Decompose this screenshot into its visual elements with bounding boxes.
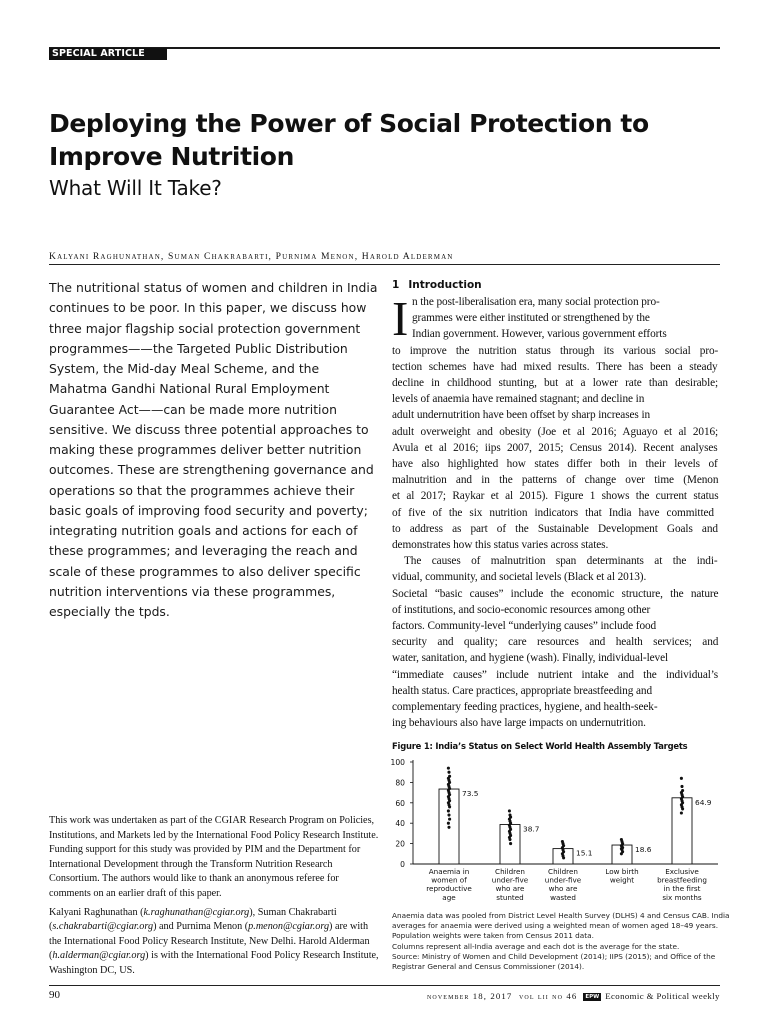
affiliation-note: Kalyani Raghunathan (k.raghunathan@cgiar.org), Suman Chakrabarti (s.chakrabarti@cgiar.org) and Purnima Menon (p.menon@cgiar.org) are with the International Food Policy Research Institute, New Delhi. Harold Alderman (h.alderman@cgiar.org) is with the International Food Policy Research Institute, Washington DC, US. (49, 906, 379, 976)
bar-value-label: 73.5 (462, 789, 479, 799)
section-label: SPECIAL ARTICLE (49, 48, 167, 60)
body-line: decline in childhood stunting, but at a lower rate than desirable; (392, 377, 719, 389)
body-line: levels of anaemia have remained stagnant; and decline in (392, 393, 645, 406)
body-line: of institutions, and socio-economic resources among other (392, 603, 651, 616)
state-point (447, 813, 450, 816)
issue-volume: vol lii no 46 (518, 991, 578, 1001)
author-email: s.chakrabarti@cgiar.org (52, 921, 154, 933)
body-line: adult overweight and obesity (Joe et al 2016; Aguayo et al 2016; (392, 425, 719, 438)
body-line: et al 2017; Raykar et al 2015). Figure 1 shows the current status (392, 490, 719, 503)
body-line: to improve the nutrition status through its various social pro- (392, 344, 719, 357)
author-email: h.alderman@cgiar.org (52, 950, 146, 962)
body-line: health status. Care practices, appropriate breastfeeding and (392, 684, 652, 697)
body-line: complementary feeding practices, hygiene, and health-seek- (392, 701, 658, 713)
drop-cap: I (392, 291, 409, 346)
body-line: malnutrition and in the patterns of change over time (Menon (392, 474, 719, 487)
figure-note-line: averages for anaemia were derived using a weighted mean of women aged 18–49 years. (392, 921, 719, 931)
body-line: demonstrates how this status varies across states. (392, 539, 609, 551)
y-tick-label: 0 (400, 860, 405, 869)
author-email: k.raghunathan@cgiar.org (143, 906, 250, 918)
body-line: to address as part of the Sustainable Development Goals and (392, 522, 718, 535)
category-label: Children (548, 867, 578, 876)
figure-title: Figure 1: India’s Status on Select World Health Assembly Targets (392, 741, 688, 751)
category-label: wasted (550, 892, 576, 902)
state-point (509, 842, 512, 845)
body-line: Avula et al 2016; iips 2007, 2015; Census 2014). Recent analyses (392, 441, 718, 454)
body-line: vidual, community, and societal levels (Black et al 2013). (392, 571, 647, 584)
figure-note-line: Registrar General and Census Commissioner (2014). (392, 962, 585, 972)
article-subtitle: What Will It Take? (49, 176, 222, 200)
y-tick-label: 100 (390, 758, 405, 767)
category-label: stunted (496, 892, 524, 902)
bar-value-label: 64.9 (695, 797, 712, 807)
state-point (448, 818, 451, 821)
title-line-2: Improve Nutrition (49, 142, 294, 171)
state-point (447, 826, 450, 829)
bar-value-label: 18.6 (635, 845, 652, 855)
body-line: tection schemes have had mixed results. There has been a steady (392, 360, 718, 373)
epw-logo: EPW (585, 994, 600, 1000)
figure-note-line: Population weights were taken from Census 2011 data. (392, 931, 594, 941)
state-point (620, 852, 623, 855)
state-point (681, 807, 684, 810)
body-line: grammes were either instituted or strengthened by the (412, 312, 650, 325)
state-point (508, 838, 511, 841)
bar-value-label: 15.1 (576, 848, 593, 858)
abstract: The nutritional status of women and children in India continues to be poor. In this paper, we discuss how three major flagship social protection government programmes——the Targeted Public Distribution System, the Mid-day Meal Scheme, and the Mahatma Gandhi National Rural Employment Guarantee Act——can be made more nutrition sensitive. We discuss three potential approaches to making these programmes deliver better nutrition outcomes. These are strengthening governance and operations so that the programmes achieve their basic goals of improving food security and poverty; integrating nutrition goals and actions for each of these programmes; and leveraging the reach and scale of these programmes to also deliver specific nutrition interventions via these programmes, especially the tpds. (49, 280, 378, 619)
figure-note-line: Columns represent all-India average and each dot is the average for the state. (392, 941, 680, 951)
category-label: under-five (491, 875, 529, 885)
category-label: age (442, 892, 456, 902)
y-tick-label: 60 (395, 798, 405, 808)
category-label: Children (495, 867, 525, 876)
author-email: p.menon@cgiar.org (248, 921, 330, 933)
article-title (49, 107, 709, 173)
category-label: women of (431, 875, 467, 885)
y-tick-label: 20 (395, 839, 405, 849)
body-line: Indian government. However, various government efforts (412, 328, 667, 341)
footer-publication-info (427, 991, 720, 1001)
state-point (680, 811, 683, 814)
section-heading-text: Introduction (408, 279, 482, 291)
author-byline: Kalyani Raghunathan, Suman Chakrabarti, Purnima Menon, Harold Alderman (49, 251, 454, 262)
category-label: who are (495, 884, 525, 894)
category-label: in the first (663, 884, 701, 894)
body-line: factors. Community-level “underlying causes” include food (392, 620, 657, 632)
y-tick-label: 40 (395, 819, 405, 829)
state-point (562, 856, 565, 859)
figure-note-line: Anaemia data was pooled from District Level Health Survey (DLHS) 4 and Census CAB. India (392, 911, 730, 920)
figure-notes (392, 911, 730, 972)
body-line: n the post-liberalisation era, many social protection pro- (412, 296, 660, 308)
section-heading-introduction (392, 279, 482, 291)
category-label: breastfeeding (657, 875, 707, 885)
body-line: “immediate causes” include nutrient intake and the individual’s (392, 668, 719, 681)
section-number: 1 (392, 279, 400, 291)
category-label: Exclusive (665, 867, 699, 876)
category-label: weight (609, 875, 635, 885)
state-point (447, 822, 450, 825)
y-tick-label: 80 (395, 778, 405, 788)
page-number: 90 (49, 989, 60, 1001)
body-line: adult undernutrition have been offset by sharp increases in (392, 409, 651, 422)
body-line: water, sanitation, and hygiene (wash). Finally, individual-level (392, 652, 669, 665)
journal-name: Economic & Political weekly (605, 991, 720, 1001)
category-label: six months (662, 892, 702, 902)
body-line: The causes of malnutrition span determinants at the indi- (404, 555, 718, 568)
footer-rule (49, 985, 720, 986)
author-footnote (49, 814, 379, 983)
state-point (680, 777, 683, 780)
state-point (680, 785, 683, 788)
issue-date: november 18, 2017 (427, 991, 513, 1001)
body-line: security and quality; care resources and health services; and (392, 636, 719, 649)
state-point (447, 809, 450, 812)
figure-1-chart (388, 754, 722, 910)
category-label: reproductive (426, 884, 472, 894)
funding-note: This work was undertaken as part of the CGIAR Research Program on Policies, Institutions, and Markets led by the International Food Policy Research Institute. Funding support for this study was provided by PIM and the Department for International Development through the Transform Nutrition Research Consortium. The authors would like to thank an anonymous referee for comments on an earlier draft of this paper. (49, 815, 379, 899)
bar-value-label: 38.7 (523, 824, 540, 834)
category-label: under-five (544, 875, 582, 885)
state-point (448, 805, 451, 808)
state-point (508, 809, 511, 812)
body-line: Societal “basic causes” include the economic structure, the nature (392, 587, 719, 600)
state-point (447, 771, 450, 774)
category-label: Low birth (605, 867, 639, 876)
byline-rule (49, 264, 720, 265)
category-label: who are (548, 884, 578, 894)
body-line: of five of the six nutrition indicators that India have committed (392, 506, 714, 519)
state-point (447, 767, 450, 770)
category-label: Anaemia in (428, 867, 470, 876)
body-line: ing behaviours also have large impacts on undernutrition. (392, 717, 646, 730)
title-line-1: Deploying the Power of Social Protection to (49, 109, 649, 138)
figure-note-line: Source: Ministry of Women and Child Development (2014); IIPS (2015); and Office of the (392, 951, 716, 961)
body-line: have also highlighted how states differ both in their levels of (392, 458, 718, 470)
